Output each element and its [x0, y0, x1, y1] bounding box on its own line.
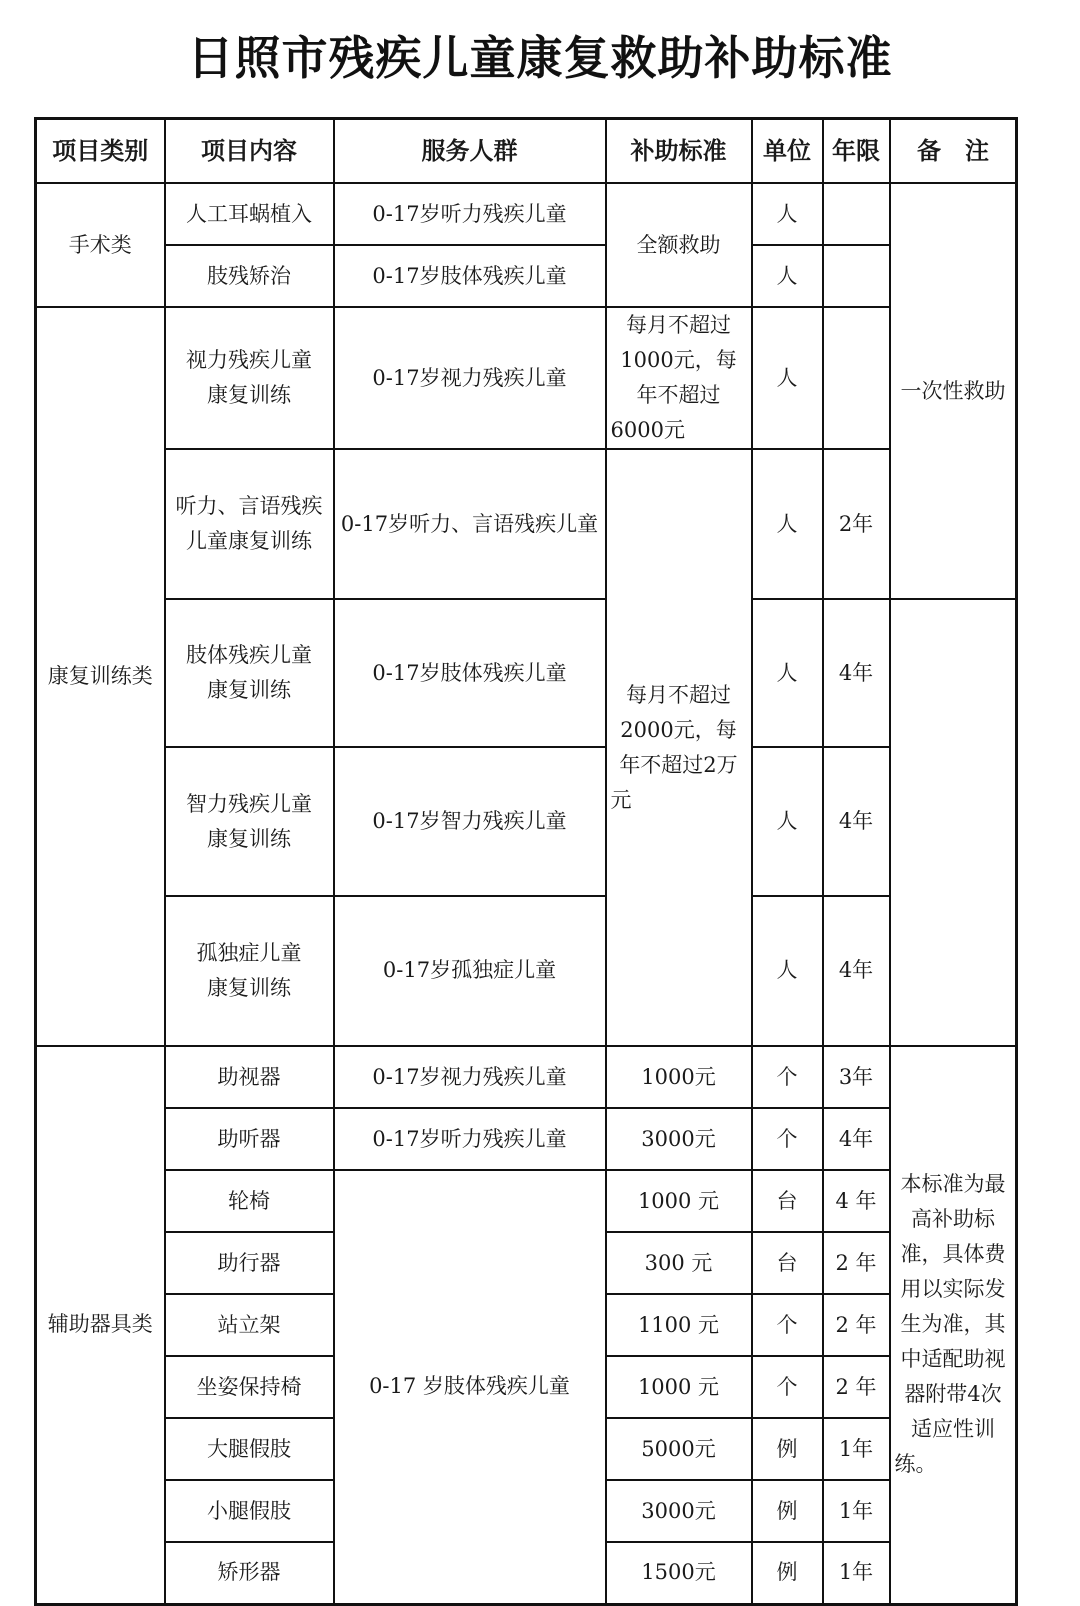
content-line: 孤独症儿童: [196, 940, 302, 965]
standard-cell: 300 元: [606, 1232, 752, 1294]
content-cell: [165, 599, 334, 747]
unit-cell: 例: [752, 1542, 823, 1604]
table-row: [36, 896, 1017, 1046]
unit-cell: 人: [752, 307, 823, 449]
content-line: 肢体残疾儿童: [186, 643, 312, 668]
table-row: [36, 747, 1017, 895]
content-cell: 助听器: [165, 1108, 334, 1170]
content-cell: [165, 307, 334, 449]
unit-cell: 个: [752, 1356, 823, 1418]
standard-cell: 1000 元: [606, 1356, 752, 1418]
years-cell: 1年: [823, 1480, 890, 1542]
group-cell: 0-17岁视力残疾儿童: [334, 1046, 606, 1108]
unit-cell: 人: [752, 449, 823, 599]
content-cell: 大腿假肢: [165, 1418, 334, 1480]
content-line: 康复训练: [207, 826, 291, 851]
content-line: 听力、言语残疾: [175, 494, 323, 519]
group-cell: 0-17岁肢体残疾儿童: [334, 599, 606, 747]
unit-cell: 个: [752, 1294, 823, 1356]
unit-cell: 个: [752, 1046, 823, 1108]
table-row: [36, 307, 1017, 449]
content-cell: 肢残矫治: [165, 245, 334, 307]
unit-cell: 人: [752, 747, 823, 895]
years-cell: 2 年: [823, 1232, 890, 1294]
content-cell: 人工耳蜗植入: [165, 183, 334, 245]
group-cell: 0-17岁听力残疾儿童: [334, 183, 606, 245]
content-cell: 助视器: [165, 1046, 334, 1108]
subsidy-standard-table: [34, 117, 1018, 1606]
unit-cell: 人: [752, 896, 823, 1046]
group-cell: 0-17 岁肢体残疾儿童: [334, 1170, 606, 1604]
table-row: [36, 1046, 1017, 1108]
category-cell: 手术类: [36, 183, 165, 307]
unit-cell: 人: [752, 183, 823, 245]
years-cell: 4年: [823, 747, 890, 895]
content-cell: 小腿假肢: [165, 1480, 334, 1542]
note-cell: 一次性救助: [890, 183, 1017, 599]
content-cell: 助行器: [165, 1232, 334, 1294]
group-cell: 0-17岁听力残疾儿童: [334, 1108, 606, 1170]
years-cell: 2年: [823, 449, 890, 599]
years-cell: 1年: [823, 1418, 890, 1480]
unit-cell: 个: [752, 1108, 823, 1170]
content-cell: 坐姿保持椅: [165, 1356, 334, 1418]
standard-cell: 3000元: [606, 1108, 752, 1170]
standard-cell: 1000 元: [606, 1170, 752, 1232]
header-note: 备 注: [890, 119, 1017, 184]
note-cell: 本标准为最高补助标准，具体费用以实际发生为准，其中适配助视器附带4次适应性训练。: [890, 1046, 1017, 1604]
table-row: [36, 1108, 1017, 1170]
standard-cell: 每月不超过2000元，每年不超过2万元: [606, 449, 752, 1046]
header-group: 服务人群: [334, 119, 606, 184]
unit-cell: 人: [752, 245, 823, 307]
content-line: 康复训练: [207, 383, 291, 407]
header-standard: 补助标准: [606, 119, 752, 184]
years-cell: 1年: [823, 1542, 890, 1604]
header-content: 项目内容: [165, 119, 334, 184]
years-cell: 3年: [823, 1046, 890, 1108]
unit-cell: 例: [752, 1480, 823, 1542]
table-row: [36, 245, 1017, 307]
content-cell: 站立架: [165, 1294, 334, 1356]
standard-cell: 3000元: [606, 1480, 752, 1542]
unit-cell: 台: [752, 1232, 823, 1294]
table-row: [36, 449, 1017, 599]
years-cell: [823, 307, 890, 449]
group-cell: 0-17岁肢体残疾儿童: [334, 245, 606, 307]
group-cell: 0-17岁视力残疾儿童: [334, 307, 606, 449]
content-cell: 矫形器: [165, 1542, 334, 1604]
content-line: 康复训练: [207, 975, 291, 1000]
years-cell: [823, 183, 890, 245]
standard-cell: 全额救助: [606, 183, 752, 307]
header-category: 项目类别: [36, 119, 165, 184]
standard-cell: 1000元: [606, 1046, 752, 1108]
header-years: 年限: [823, 119, 890, 184]
content-line: 智力残疾儿童: [186, 791, 312, 816]
content-cell: [165, 896, 334, 1046]
content-line: 视力残疾儿童: [186, 348, 312, 372]
group-cell: 0-17岁听力、言语残疾儿童: [334, 449, 606, 599]
table-row: [36, 1170, 1017, 1232]
standard-cell: 每月不超过1000元，每年不超过6000元: [606, 307, 752, 449]
table-row: [36, 599, 1017, 747]
years-cell: 4年: [823, 599, 890, 747]
years-cell: 2 年: [823, 1356, 890, 1418]
group-cell: 0-17岁孤独症儿童: [334, 896, 606, 1046]
years-cell: 4 年: [823, 1170, 890, 1232]
group-cell: 0-17岁智力残疾儿童: [334, 747, 606, 895]
standard-cell: 5000元: [606, 1418, 752, 1480]
content-cell: 轮椅: [165, 1170, 334, 1232]
unit-cell: 台: [752, 1170, 823, 1232]
content-cell: [165, 747, 334, 895]
content-line: 康复训练: [207, 678, 291, 703]
content-cell: [165, 449, 334, 599]
years-cell: [823, 245, 890, 307]
standard-cell: 1500元: [606, 1542, 752, 1604]
years-cell: 4年: [823, 896, 890, 1046]
standard-cell: 1100 元: [606, 1294, 752, 1356]
header-unit: 单位: [752, 119, 823, 184]
unit-cell: 例: [752, 1418, 823, 1480]
content-line: 儿童康复训练: [186, 529, 312, 554]
page-title: 日照市残疾儿童康复救助补助标准: [187, 31, 893, 85]
category-cell: 康复训练类: [36, 307, 165, 1046]
table-header-row: [36, 119, 1017, 184]
years-cell: 4年: [823, 1108, 890, 1170]
table-row: [36, 183, 1017, 245]
years-cell: 2 年: [823, 1294, 890, 1356]
category-cell: 辅助器具类: [36, 1046, 165, 1604]
unit-cell: 人: [752, 599, 823, 747]
